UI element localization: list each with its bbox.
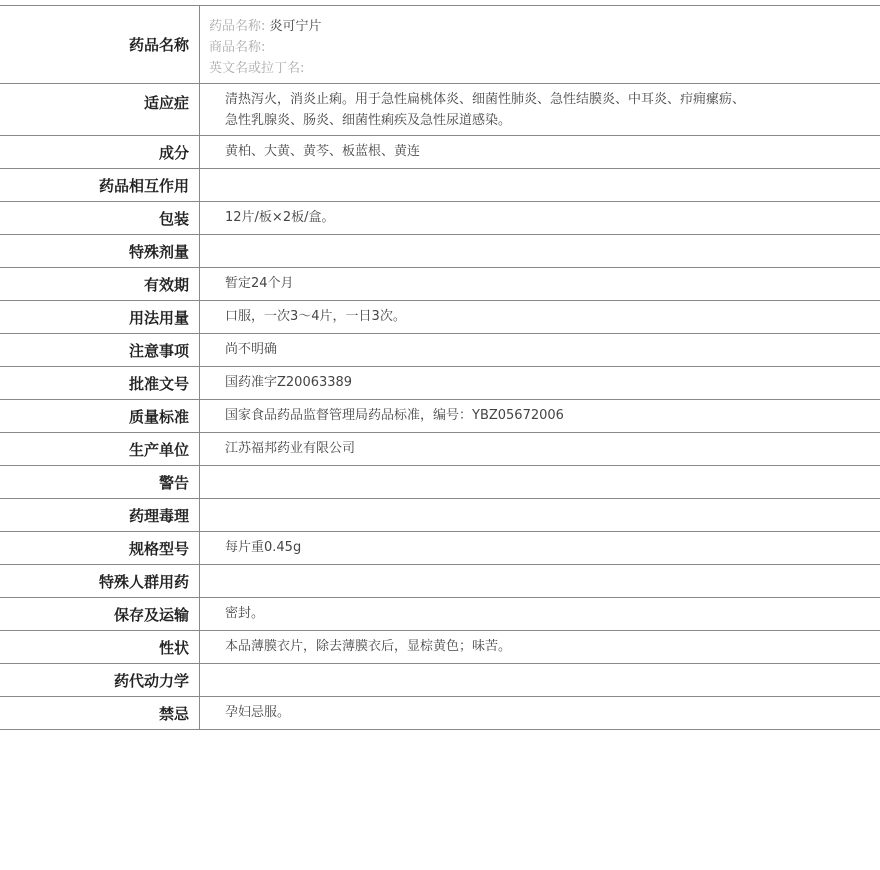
- row-drug-name: [0, 6, 880, 84]
- row-label: 药理毒理: [0, 499, 200, 531]
- row-value: 暂定24个月: [225, 276, 294, 291]
- row-special-populations: [0, 565, 880, 598]
- row-label: 注意事项: [0, 334, 200, 366]
- row-label: 包装: [0, 202, 200, 234]
- row-storage-transport: [0, 598, 880, 631]
- indications-value: [200, 84, 880, 135]
- row-value: 国药准字Z20063389: [225, 375, 353, 390]
- row-quality-standard: [0, 400, 880, 433]
- row-value: [200, 565, 880, 597]
- row-label: 特殊剂量: [0, 235, 200, 267]
- row-value: 国家食品药品监督管理局药品标准，编号：YBZ05672006: [225, 408, 564, 423]
- row-label: 批准文号: [0, 367, 200, 399]
- row-label: 禁忌: [0, 697, 200, 729]
- row-value: 江苏福邦药业有限公司: [225, 441, 356, 456]
- row-packaging: [0, 202, 880, 235]
- row-value: [200, 664, 880, 696]
- trade-name-key: 商品名称:: [209, 40, 266, 55]
- row-special-dosage: [0, 235, 880, 268]
- row-warning: [0, 466, 880, 499]
- row-value: [200, 169, 880, 201]
- row-precautions: [0, 334, 880, 367]
- row-manufacturer: [0, 433, 880, 466]
- indications-line-2: 急性乳腺炎、肠炎、细菌性痢疾及急性尿道感染。: [225, 113, 512, 128]
- trade-name-line: [209, 37, 880, 58]
- row-label: 质量标准: [0, 400, 200, 432]
- drug-info-table: [0, 5, 880, 730]
- row-contraindications: [0, 697, 880, 730]
- row-label: 成分: [0, 136, 200, 168]
- row-indications: [0, 84, 880, 136]
- row-label: 有效期: [0, 268, 200, 300]
- row-specification: [0, 532, 880, 565]
- row-label: 特殊人群用药: [0, 565, 200, 597]
- row-description: [0, 631, 880, 664]
- row-label: 药代动力学: [0, 664, 200, 696]
- row-label: 用法用量: [0, 301, 200, 333]
- row-value: 黄柏、大黄、黄芩、板蓝根、黄连: [225, 144, 421, 159]
- row-label: 药品相互作用: [0, 169, 200, 201]
- row-label: 规格型号: [0, 532, 200, 564]
- row-value: 尚不明确: [225, 342, 278, 357]
- english-name-line: [209, 58, 880, 79]
- row-expiry: [0, 268, 880, 301]
- row-pharmacology-toxicology: [0, 499, 880, 532]
- row-approval-number: [0, 367, 880, 400]
- row-ingredients: [0, 136, 880, 169]
- drug-name-block: [200, 6, 880, 83]
- drug-name-value: 炎可宁片: [269, 19, 322, 34]
- row-label: 性状: [0, 631, 200, 663]
- row-value: [200, 499, 880, 531]
- indications-line-1: 清热泻火，消炎止痢。用于急性扁桃体炎、细菌性肺炎、急性结膜炎、中耳炎、疖痈瘰疬、: [225, 92, 746, 107]
- row-value: [200, 235, 880, 267]
- row-usage-dosage: [0, 301, 880, 334]
- row-drug-interactions: [0, 169, 880, 202]
- row-value: 每片重0.45g: [225, 540, 302, 555]
- row-label: 保存及运输: [0, 598, 200, 630]
- row-pharmacokinetics: [0, 664, 880, 697]
- row-value: 孕妇忌服。: [225, 705, 291, 720]
- row-value: 12片/板×2板/盒。: [225, 210, 335, 225]
- row-label: 警告: [0, 466, 200, 498]
- row-label-indications: 适应症: [0, 84, 200, 135]
- row-label: 生产单位: [0, 433, 200, 465]
- row-label-drug-name: 药品名称: [0, 6, 200, 83]
- row-value: 口服，一次3～4片，一日3次。: [225, 309, 406, 324]
- row-value: [200, 466, 880, 498]
- drug-name-line: [209, 16, 880, 37]
- english-name-key: 英文名或拉丁名:: [209, 61, 305, 76]
- row-value: 密封。: [225, 606, 265, 621]
- row-value: 本品薄膜衣片，除去薄膜衣后，显棕黄色；味苦。: [225, 639, 512, 654]
- drug-name-key: 药品名称:: [209, 19, 266, 34]
